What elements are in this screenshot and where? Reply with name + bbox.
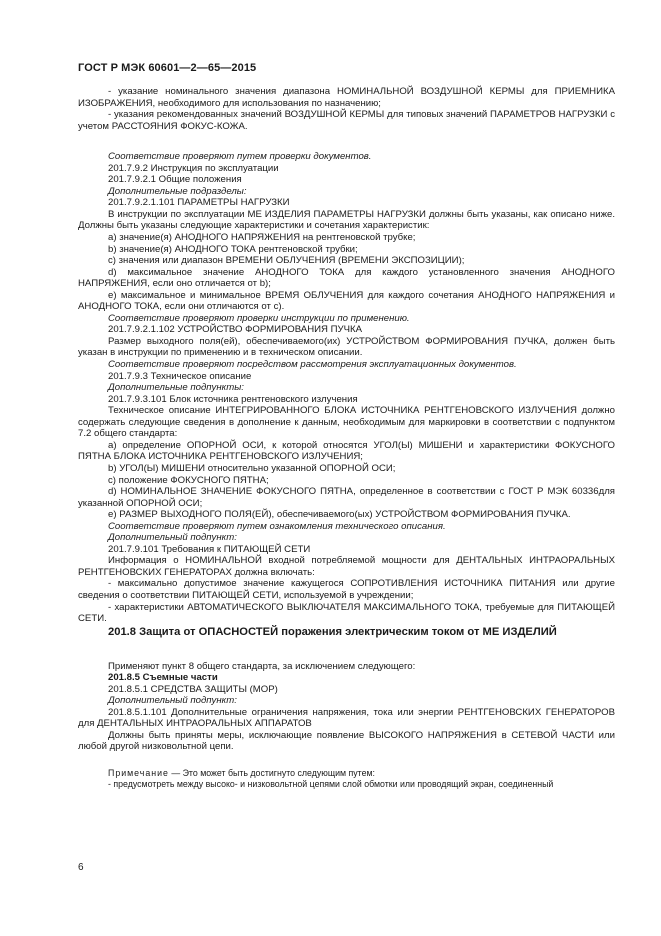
note: [78, 768, 615, 779]
list-item: - характеристики АВТОМАТИЧЕСКОГО ВЫКЛЮЧАТЕЛЯ МАКСИМАЛЬНОГО ТОКА, требуемые для ПИТАЮЩЕЙ СЕТИ.: [78, 601, 615, 625]
subsection-heading: 201.7.9.3.101 Блок источника рентгеновского излучения: [108, 393, 358, 405]
list-item: a) значение(я) АНОДНОГО НАПРЯЖЕНИЯ на рентгеновской трубке;: [108, 232, 416, 244]
list-item: e) максимальное и минимальное ВРЕМЯ ОБЛУЧЕНИЯ для каждого сочетания АНОДНОГО НАПРЯЖЕНИЯ и АНОДНОГО ТОКА, если они отличаются от c).: [78, 289, 615, 313]
paragraph: В инструкции по эксплуатации МЕ ИЗДЕЛИЯ ПАРАМЕТРЫ НАГРУЗКИ должны быть указаны, как описано ниже. Должны быть указаны следующие характеристики и сочетания характеристик:: [78, 208, 615, 232]
paragraph: Дополнительный подпункт:: [108, 695, 237, 707]
list-item: - максимально допустимое значение кажущегося СОПРОТИВЛЕНИЯ ИСТОЧНИКА ПИТАНИЯ или другие сведения о соответствии ПИТАЮЩЕЙ СЕТИ, используемой в учреждении;: [78, 578, 615, 601]
subsection-heading: 201.7.9.2.1.102 УСТРОЙСТВО ФОРМИРОВАНИЯ ПУЧКА: [108, 324, 362, 336]
note-text: — Это может быть достигнуто следующим путем:: [168, 767, 375, 778]
list-item: b) УГОЛ(Ы) МИШЕНИ относительно указанной ОПОРНОЙ ОСИ;: [108, 462, 396, 474]
paragraph: Дополнительные подразделы:: [108, 185, 247, 197]
subsection-heading: 201.8.5 Съемные части: [108, 672, 218, 684]
paragraph: - указания рекомендованных значений ВОЗДУШНОЙ КЕРМЫ для типовых значений ПАРАМЕТРОВ НАГРУЗКИ с учетом РАССТОЯНИЯ ФОКУС-КОЖА.: [78, 109, 615, 132]
list-item: e) РАЗМЕР ВЫХОДНОГО ПОЛЯ(ЕЙ), обеспечиваемого(ых) УСТРОЙСТВОМ ФОРМИРОВАНИЯ ПУЧКА.: [108, 509, 571, 521]
subsection-heading: 201.8.5.1 СРЕДСТВА ЗАЩИТЫ (MOP): [108, 683, 278, 695]
note-item: - предусмотреть между высоко- и низковольтной цепями слой обмотки или проводящий экран, соединенный: [108, 778, 554, 789]
list-item: d) максимальное значение АНОДНОГО ТОКА для каждого установленного значения АНОДНОГО НАПРЯЖЕНИЯ, если оно отличается от b);: [78, 266, 615, 290]
paragraph: Соответствие проверяют проверки инструкции по применению.: [108, 312, 410, 324]
paragraph: Техническое описание ИНТЕГРИРОВАННОГО БЛОКА ИСТОЧНИКА РЕНТГЕНОВСКОГО ИЗЛУЧЕНИЯ должно содержать следующие сведения в дополнение к данным, необходимым для маркировки в соответствии с подпунктом 7.2 общего стандарта:: [78, 405, 615, 440]
list-item: b) значение(я) АНОДНОГО ТОКА рентгеновской трубки;: [108, 243, 358, 255]
note-label: Примечание: [108, 767, 169, 778]
paragraph: Дополнительный подпункт:: [108, 532, 237, 544]
section-heading: 201.8 Защита от ОПАСНОСТЕЙ поражения электрическим током от МЕ ИЗДЕЛИЙ: [108, 625, 557, 638]
paragraph: - указание номинального значения диапазона НОМИНАЛЬНОЙ ВОЗДУШНОЙ КЕРМЫ для ПРИЕМНИКА ИЗОБРАЖЕНИЯ, необходимого для использования по назначению;: [78, 86, 615, 109]
paragraph: Дополнительные подпункты:: [108, 382, 244, 394]
subsection-heading: 201.7.9.101 Требования к ПИТАЮЩЕЙ СЕТИ: [108, 543, 311, 555]
paragraph: Размер выходного поля(ей), обеспечиваемого(их) УСТРОЙСТВОМ ФОРМИРОВАНИЯ ПУЧКА, должен быть указан в инструкции по применению и в техническом описании.: [78, 335, 615, 359]
page-number: 6: [78, 862, 84, 873]
paragraph: Соответствие проверяют путем проверки документов.: [108, 151, 372, 163]
paragraph: Соответствие проверяют посредством рассмотрения эксплуатационных документов.: [108, 359, 517, 371]
paragraph: Информация о НОМИНАЛЬНОЙ входной потребляемой мощности для ДЕНТАЛЬНЫХ ИНТРАОРАЛЬНЫХ РЕНТГЕНОВСКИХ ГЕНЕРАТОРАХ должна включать:: [78, 555, 615, 578]
subsection-heading: 201.8.5.1.101 Дополнительные ограничения напряжения, тока или энергии РЕНТГЕНОВСКИХ ГЕНЕРАТОРОВ для ДЕНТАЛЬНЫХ ИНТРАОРАЛЬНЫХ АППАРАТОВ: [78, 706, 615, 730]
subsection-heading: 201.7.9.2.1 Общие положения: [108, 174, 242, 186]
list-item: a) определение ОПОРНОЙ ОСИ, к которой относятся УГОЛ(Ы) МИШЕНИ и характеристики ФОКУСНОГО ПЯТНА БЛОКА ИСТОЧНИКА РЕНТГЕНОВСКОГО ИЗЛУЧЕНИЯ;: [78, 439, 615, 463]
paragraph: Применяют пункт 8 общего стандарта, за исключением следующего:: [108, 660, 416, 672]
document-body: [78, 86, 615, 790]
list-item: d) НОМИНАЛЬНОЕ ЗНАЧЕНИЕ ФОКУСНОГО ПЯТНА, определенное в соответствии с ГОСТ Р МЭК 60336для указанной ОПОРНОЙ ОСИ;: [78, 486, 615, 509]
subsection-heading: 201.7.9.2 Инструкция по эксплуатации: [108, 162, 279, 174]
list-item: c) положение ФОКУСНОГО ПЯТНА;: [108, 474, 269, 486]
list-item: c) значения или диапазон ВРЕМЕНИ ОБЛУЧЕНИЯ (ВРЕМЕНИ ЭКСПОЗИЦИИ);: [108, 255, 465, 267]
paragraph: Соответствие проверяют путем ознакомления технического описания.: [108, 520, 446, 532]
paragraph: Должны быть приняты меры, исключающие появление ВЫСОКОГО НАПРЯЖЕНИЯ в СЕТЕВОЙ ЧАСТИ или любой другой низковольтной цепи.: [78, 729, 615, 753]
subsection-heading: 201.7.9.3 Техническое описание: [108, 370, 252, 382]
subsection-heading: 201.7.9.2.1.101 ПАРАМЕТРЫ НАГРУЗКИ: [108, 197, 290, 209]
document-header: ГОСТ Р МЭК 60601—2—65—2015: [78, 62, 257, 74]
